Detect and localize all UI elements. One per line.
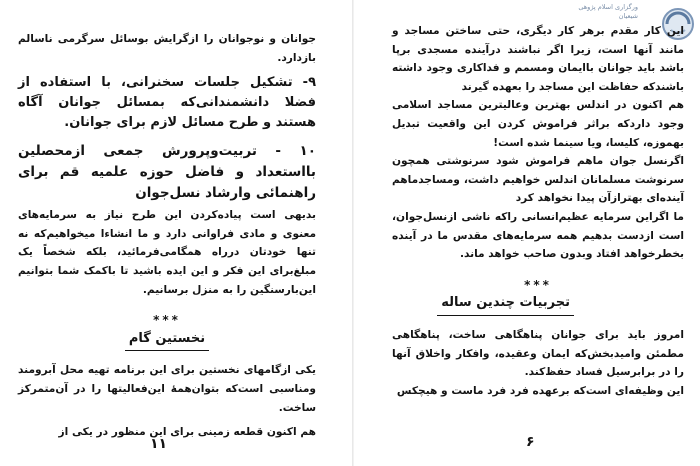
right-paragraph-3: اگرنسل جوان ماهم فراموش شود سرنوشتی همچون سرنوشت مسلمانان اندلس خواهیم داشت، ومساجدماهم آینده‌ای بهترازآن پیدا نخواهد کرد	[392, 155, 684, 205]
page-number-right: ۶	[526, 434, 535, 450]
right-page	[392, 0, 684, 466]
right-paragraph-2: هم اکنون در اندلس بهترین وعالیترین مساجد اسلامی وجود داردکه براثر فراموش کردن این واقعیت تبدیل بهموزه، کلیسا، ویا سینما شده است!	[392, 99, 684, 149]
section-divider-stars: ***	[524, 277, 552, 292]
left-paragraph-2: بدیهی است پیاده‌کردن این طرح نیاز به سرمایه‌های معنوی و مادی فراوانی دارد و ما انشاءا میخواهیم‌که نه تنها خودتان درراه همگامی‌فرمائید، بلکه شخصاً یک مبلغ‌برای این فکر و این ایده باشید تا باکمک شما بتوانیم این‌بارسنگین را به منزل برسانیم.	[18, 209, 316, 296]
right-section-paragraph-2: این وظیفه‌ای است‌که برعهده فرد فرد ماست و هیچکس	[396, 384, 684, 397]
section-divider-stars: ***	[153, 313, 181, 328]
section-title: تجربیات چندین ساله	[437, 294, 574, 316]
page-number-left: ۱۱	[150, 436, 168, 452]
right-section-paragraph-1: امروز باید برای جوانان پناهگاهی ساخت، پناهگاهی مطمئن وامیدبخش‌که ایمان وعقیده، وافکار واخلاق آنها را در برابرسیل فساد حفظ‌کند.	[392, 328, 684, 379]
watermark-text: ورگزاری‌ اسلام پژوهی شیعیان	[578, 3, 638, 20]
book-gutter	[352, 0, 354, 466]
left-page	[18, 0, 316, 466]
list-item-10: ۱۰ - تربیت‌وپرورش جمعی ازمحصلین بااستعداد و فاضل حوزه علمیه قم برای راهنمائی وارشاد نسل‌جوان	[18, 143, 316, 202]
right-paragraph-4: ما اگراین سرمایه عظیم‌انسانی راکه ناشی ازنسل‌جوان، است ازدست بدهیم همه سرمایه‌های مقدس ما در آینده بخطرخواهد افتاد وبدون صاحب خواهد ماند.	[392, 210, 684, 261]
section-title: نخستین گام	[125, 330, 209, 352]
right-paragraph-1: این کار مقدم برهر کار دیگری، حتی ساختن مساجد و مانند آنها است، زیرا اگر نباشند درآینده مسجدی برپا باشد باید جوانان باایمان ومسمم و فداکاری وجود داشته باشندکه حفاظت این مساجد را بعهده گیرند	[392, 25, 684, 93]
left-section-paragraph-2: هم اکنون قطعه زمینی برای این منظور در یکی از	[58, 426, 316, 439]
list-item-9: ۹- تشکیل جلسات سخنرانی، با استفاده از فضلا دانشمندانی‌که بمسائل جوانان آگاه هستند و طرح مسائل لازم برای جوانان.	[18, 75, 316, 131]
left-section-paragraph-1: یکی ازگامهای نخستین برای این برنامه تهیه محل آبرومند ومناسبی است‌که بتوان‌همهٔ این‌فعالیتها را در آن‌متمرکز ساخت.	[18, 364, 316, 414]
left-paragraph-1: جوانان و نوجوانان را ازگرایش بوسائل سرگرمی ناسالم بازدارد.	[18, 33, 316, 64]
